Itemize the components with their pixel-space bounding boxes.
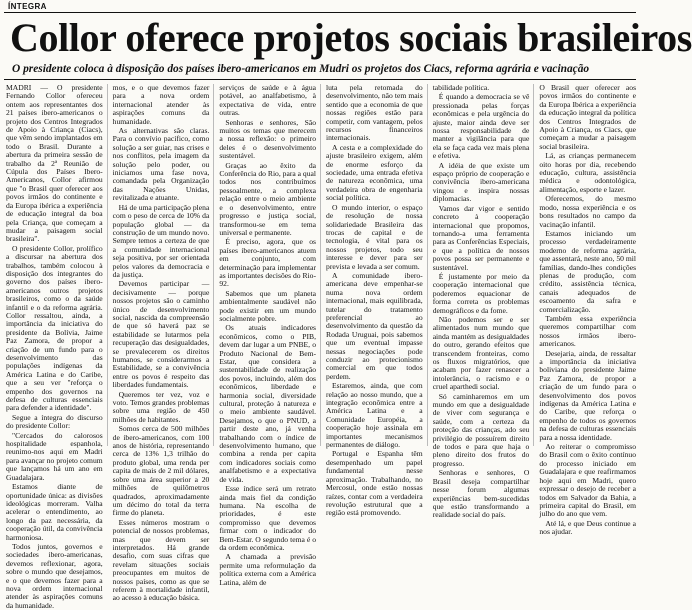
article-paragraph: O presidente Collor, prolífico a discursar na abertura dos trabalhos, também colocou à disposição dos integrantes do governo dos países ibero-americanos outros projetos brasileiros, como o da saúde infantil e o da reforma agrária. Collor ressaltou, ainda, a importância da iniciativa do presidente da Bolívia, Jaime Paz Zamora, de propor a criação de um fundo para o desenvolvimento das populações indígenas da América Latina e do Caribe, que a seu ver "reforça o empenho dos governos na defesa de culturas essenciais para defender a identidade". bbox=[6, 243, 103, 413]
article-paragraph: serviços de saúde e à água potável, ao analfabetismo, à expectativa de vida, entre outras. bbox=[219, 83, 317, 118]
article-paragraph: Segue a íntegra do discurso do presidente Collor: bbox=[6, 412, 103, 431]
article-paragraph: Esse índice será um retrato ainda mais fiel da condição humana. Na escolha de prioridades, é este compromisso que devemos firmar com o indicador do Bem-Estar. O segundo tema é o da ordem econômica. bbox=[219, 484, 317, 552]
article-paragraph: Os atuais indicadores econômicos, como o PIB, devem dar lugar a um PNBE, o Produto Nacional de Bem-Estar, que considera a sustentabilidade de realização dos povos, incluindo, além dos econômicos, liberdade e harmonia social, diversidade cultural, proteção à natureza e o meio ambiente saudável. Desejamos, o que o PNUD, a partir deste ano, já venha trabalhando com o índice de desenvolvimento humano, que combina a renda per capita com indicadores sociais como analfabetismo e a expectativa de vida. bbox=[219, 323, 317, 484]
article-columns bbox=[6, 83, 637, 610]
article-paragraph: Vamos dar vigor e sentido concreto à cooperação internacional que propomos, tornando-a uma ferramenta para as Conferências Especiais, e que a política de nossos povos possa ser permanente e sustentável. bbox=[432, 203, 530, 272]
article-paragraph: "Cercados do calorosos hospitalidade espanhola, reunimo-nos aqui em Madri para avançar no projeto comum que lançamos há um ano em Guadalajara. bbox=[6, 430, 103, 482]
article-paragraph: A chamada a previsão permite uma reformulação da política externa com a América Latina, além de bbox=[219, 552, 317, 587]
article-paragraph: É justamente por meio da cooperação internacional que poderemos equacionar de forma correta os problemas demográficos e da fome. bbox=[432, 271, 530, 315]
article-paragraph: O mundo interior, o espaço de resolução de nossa solidariedade Brasileira das trocas de capital e de tecnologia, é vital para os nossos projetos, todo seu interesse e dever para ser prevista e levada a ser comum. bbox=[326, 202, 423, 271]
article-paragraph: A idéia de que existe um espaço próprio de cooperação e convivência ibero-americana vingou e inspira nossas diplomacias. bbox=[432, 160, 530, 204]
article-paragraph: Estamos diante de oportunidade única: as divisões ideológicas morreram. Valha acelerar o entendimento, ao longo da paz necessária, da cooperação útil, da convivência harmoniosa. bbox=[6, 482, 103, 542]
article-paragraph: Também essa experiência queremos compartilhar com nossos irmãos ibero-americanos. bbox=[539, 313, 637, 349]
article-paragraph: Só caminharemos em um mundo em que a desigualdade de viver com segurança e saúde, com a certeza da proteção das crianças, ado seu privilégio de possuírem direito de todos e para que haja o pleno direito dos frutos do progresso. bbox=[432, 391, 530, 468]
article-paragraph: Ao reiterar o compromisso do Brasil com o êxito contínuo do processo iniciado em Guadalajara e que reafirmamos hoje aqui em Madri, quero expressar o desejo de receber a todos em Salvador da Bahia, a primeira capital do Brasil, em julho do ano que vem. bbox=[539, 442, 637, 519]
article-column-5 bbox=[432, 83, 535, 520]
article-paragraph: luta pela retomada do desenvolvimento, não tem mais sentido que a economia de que nossas regiões estão para competir, com vantagem, pelos recursos financeiros internacionais. bbox=[326, 83, 423, 143]
article-paragraph: Estamos iniciando um processo verdadeiramente moderno de reforma agrária, que assentará, neste ano, 50 mil famílias, dando-lhes condições plenas de produção, com crédito, assistência técnica, canais adequados de escoamento da safra e comercialização. bbox=[539, 228, 637, 314]
article-paragraph: Desejaria, ainda, de ressaltar a importância da iniciativa boliviana do presidente Jaime Paz Zamora, de propor a criação de um fundo para o desenvolvimento dos povos indígenas da América Latina e do Caribe, que reforça o empenho de todos os governos na defesa de culturas essenciais para a nossa identidade. bbox=[539, 348, 637, 442]
article-paragraph: Esses números mostram o potencial de nossos problemas, mas que devem ser interpretados. Há grande desafio, com suas cifras que revelam situações sociais preocupantes em muitos de nossos países, como as que se referem à mortalidade infantil, ao acesso à educação básica. bbox=[112, 517, 210, 603]
article-paragraph: Sabemos que um planeta ambientalmente saudável não pode existir em um mundo socialmente pobre. bbox=[219, 288, 317, 323]
article-paragraph: mos, e o que devemos fazer para a nova ordem internacional atender às aspirações comuns da humanidade. bbox=[112, 83, 210, 126]
article-paragraph: Não podemos ser e ser alimentados num mundo que ainda mantém as desigualdades do outro, gerando efeitos que transcendem fronteiras, como os fluxos migratórios, que acabam por fazer renascer a intolerância, o racismo e o cruel aparthedi social. bbox=[432, 314, 530, 392]
subheadline: O presidente coloca à disposição dos países ibero-americanos em Mudri os projetos dos Ciacs, reforma agrária e vacinação bbox=[12, 63, 590, 75]
article-paragraph: MADRI — O presidente Fernando Collor ofereceu ontem aos representantes dos 21 países ibero-americanos o projeto dos Centros Integrados de Apoio à Criança (Ciacs), que vêm sendo implantados em todo o Brasil. Durante a abertura da primeira sessão de trabalho da 2ª Reunião de Cúpula dos Países Ibero-Americanos, Collor afirmou que "o Brasil quer oferecer aos povos irmãos do continente e da Europa ibérica a experiência de educação integral da boa pela Criança, que começam a mudar a paisagem social brasileira". bbox=[6, 83, 103, 244]
article-paragraph: Portugal e Espanha têm desempenhado um papel fundamental nesse aproximação. Trabalhando, no Mercosul, onde estão nossas raízes, contar com a verdadeira revolução estrutural que a região está promovendo. bbox=[326, 449, 423, 518]
article-paragraph: Somos cerca de 500 milhões de ibero-americanos, com 100 anos de história, representando cerca de 13% 1,3 trilhão do produto global, uma renda per capita de mais de 2 mil dólares, sobre uma área superior a 20 milhões de quilômetros quadrados, aproximadamente um décimo do total da terra firme do planeta. bbox=[112, 424, 210, 518]
article-column-3 bbox=[219, 83, 321, 587]
article-paragraph: Queremos ter vez, voz e voto. Temos grandes problemas sobre uma região de 450 milhões de habitantes. bbox=[112, 389, 210, 424]
article-paragraph: Senhoras e senhores, São muitos os temas que merecem a nossa reflexão: o primeiro deles é o desenvolvimento sustentável. bbox=[219, 117, 317, 161]
article-column-4 bbox=[326, 83, 428, 518]
article-paragraph: Até lá, e que Deus continue a nos ajudar. bbox=[539, 518, 637, 537]
article-column-6 bbox=[539, 83, 637, 537]
article-paragraph: As alternativas são claras. Para o convívio pacífico, como solução a ser guiar, nas crises e nos conflitos, pela imagem da solução pelo poder, ou iniciamos uma fase nova, comandada pela Organização das Nações Unidas, revitalizada e atuante. bbox=[112, 126, 210, 203]
section-tag: ÍNTEGRA bbox=[8, 2, 47, 11]
article-paragraph: Todos juntos, governos e sociedades ibero-americanas, devemos reflexionar, agora, sobre o mundo que desejamos, e o que devemos fazer para a nova ordem internacional atender às aspirações comuns da humanidade. bbox=[6, 541, 103, 610]
article-paragraph: Oferecemos, do mesmo modo, nossa experiência e os bons resultados no campo da vacinação infantil. bbox=[539, 194, 637, 229]
article-column-1 bbox=[6, 83, 108, 610]
article-paragraph: tabilidade política. bbox=[432, 83, 490, 92]
top-rule bbox=[4, 12, 636, 13]
article-paragraph: Senhoras e senhores, O Brasil deseja compartilhar nesse forum algumas experiências bem-sucedidas que estão transformando a realidade social do país. bbox=[432, 468, 530, 520]
article-paragraph: Estaremos, ainda, que com relação ao nosso mundo, que a integração econômica entre a América Latina e a Comunidade Européia, a cooperação hoje assinala em importantes mecanismos permanentes de diálogo. bbox=[326, 381, 423, 450]
headline: Collor oferece projetos sociais brasileiros bbox=[10, 15, 692, 60]
article-column-2 bbox=[112, 83, 215, 603]
article-paragraph: O Brasil quer oferecer aos povos irmãos do continente e da Europa Ibérica a experiência da educação integral da política dos Centros Integrados de Apoio à Criança, os Ciacs, que começam a mudar a paisagem social brasileira. bbox=[539, 83, 637, 151]
article-paragraph: Devemos participar — decisivamente — porque nossos projetos são o caminho único de desenvolvimento social, nascida da compreensão de que só haverá paz se estabilidade se lutarmos pela recuperação das desigualdades, se prevalecerem os direitos humanos, se considerarmos a Estabilidade, se a convivência entre os povos é respeito das liberdades fundamentais. bbox=[112, 279, 210, 390]
subheadline-rule bbox=[4, 79, 636, 80]
article-paragraph: É preciso, agora, que os países ibero-americanos atuem em conjunto, com determinação para implementar as importantes decisões do Rio-92. bbox=[219, 237, 317, 289]
article-paragraph: Graças ao êxito da Conferência do Rio, para a qual todos nos contribuímos pessoalmente, a complexa relação entre o meio ambiente e o desenvolvimento, entre progresso e justiça social, transformou-se em tema universal e permanente. bbox=[219, 160, 317, 237]
article-paragraph: Lá, as crianças permanecem oito horas por dia, recebendo educação, cultura, assistência médica e odontológica, alimentação, esporte e lazer. bbox=[539, 151, 637, 194]
article-paragraph: Há de uma participação plena com o peso de cerca de 10% da população global — da construção de um mundo novo. Sempre temos a certeza de que a comunidade internacional seja positiva, por ser orientada pelos valores da democracia e da justiça. bbox=[112, 202, 210, 279]
article-paragraph: A cesta e a complexidade do ajuste brasileiro exigem, além de enorme esforço da sociedade, uma entrada efetiva de natureza econômica, uma verdadeira obra de engenharia social política. bbox=[326, 142, 423, 203]
article-paragraph: A comunidade ibero-americana deve empenhar-se numa nova ordem internacional, mais equilibrada, tutelar do tratamento preferencial ao desenvolvimento da questão da Rodada Uruguai, pois sabemos que um eventual impasse nessas negociações pode conduzir ao protecionismo comercial em que todos perdem. bbox=[326, 270, 423, 381]
article-paragraph: É quando a democracia se vê pressionada pelas forças econômicas e pela urgência do ajuste, maior ainda deve ser nossa responsabilidade de manter a vigilância para que ela se faça cada vez mais plena e efetiva. bbox=[432, 92, 530, 161]
